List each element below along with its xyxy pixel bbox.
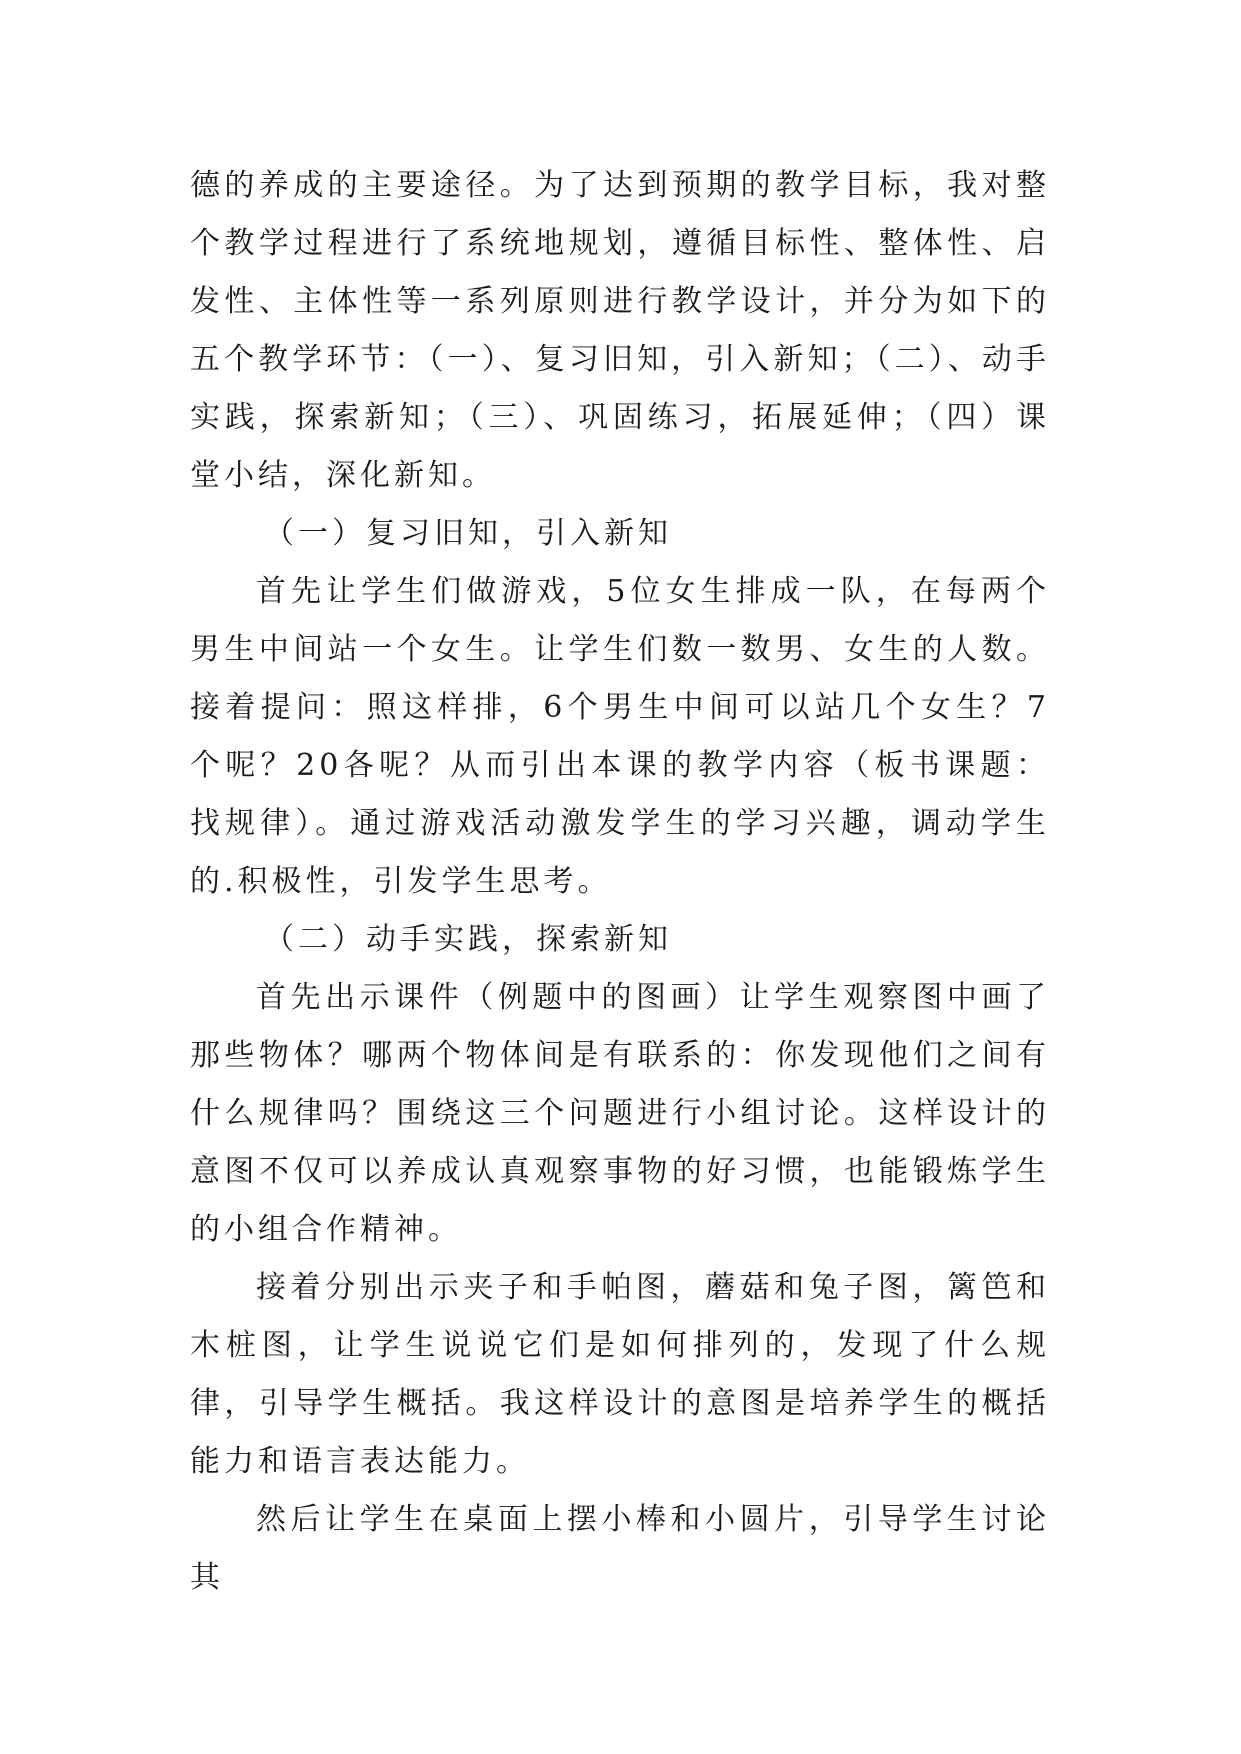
section-heading-1: （一）复习旧知，引入新知 bbox=[264, 516, 672, 551]
document-body bbox=[190, 157, 1050, 1607]
paragraph-intro: 德的养成的主要途径。为了达到预期的教学目标，我对整个教学过程进行了系统地规划，遵循目标性、整体性、启发性、主体性等一系列原则进行教学设计，并分为如下的五个教学环节：（一）、复习旧知，引入新知；（二）、动手实践，探索新知；（三）、巩固练习，拓展延伸；（四）课堂小结，深化新知。 bbox=[190, 168, 1050, 493]
section-heading-2: （二）动手实践，探索新知 bbox=[264, 922, 672, 957]
paragraph-sticks: 然后让学生在桌面上摆小棒和小圆片，引导学生讨论其 bbox=[190, 1502, 1050, 1595]
paragraph-patterns: 接着分别出示夹子和手帕图，蘑菇和兔子图，篱笆和木桩图，让学生说说它们是如何排列的，发现了什么规律，引导学生概括。我这样设计的意图是培养学生的概括能力和语言表达能力。 bbox=[190, 1270, 1050, 1479]
paragraph-observe: 首先出示课件（例题中的图画）让学生观察图中画了那些物体？哪两个物体间是有联系的：你发现他们之间有什么规律吗？围绕这三个问题进行小组讨论。这样设计的意图不仅可以养成认真观察事物的好习惯，也能锻炼学生的小组合作精神。 bbox=[190, 980, 1050, 1247]
paragraph-game: 首先让学生们做游戏，5位女生排成一队，在每两个男生中间站一个女生。让学生们数一数男、女生的人数。接着提问：照这样排，6个男生中间可以站几个女生？7个呢？20各呢？从而引出本课的教学内容（板书课题：找规律）。通过游戏活动激发学生的学习兴趣，调动学生的.积极性，引发学生思考。 bbox=[190, 574, 1050, 899]
